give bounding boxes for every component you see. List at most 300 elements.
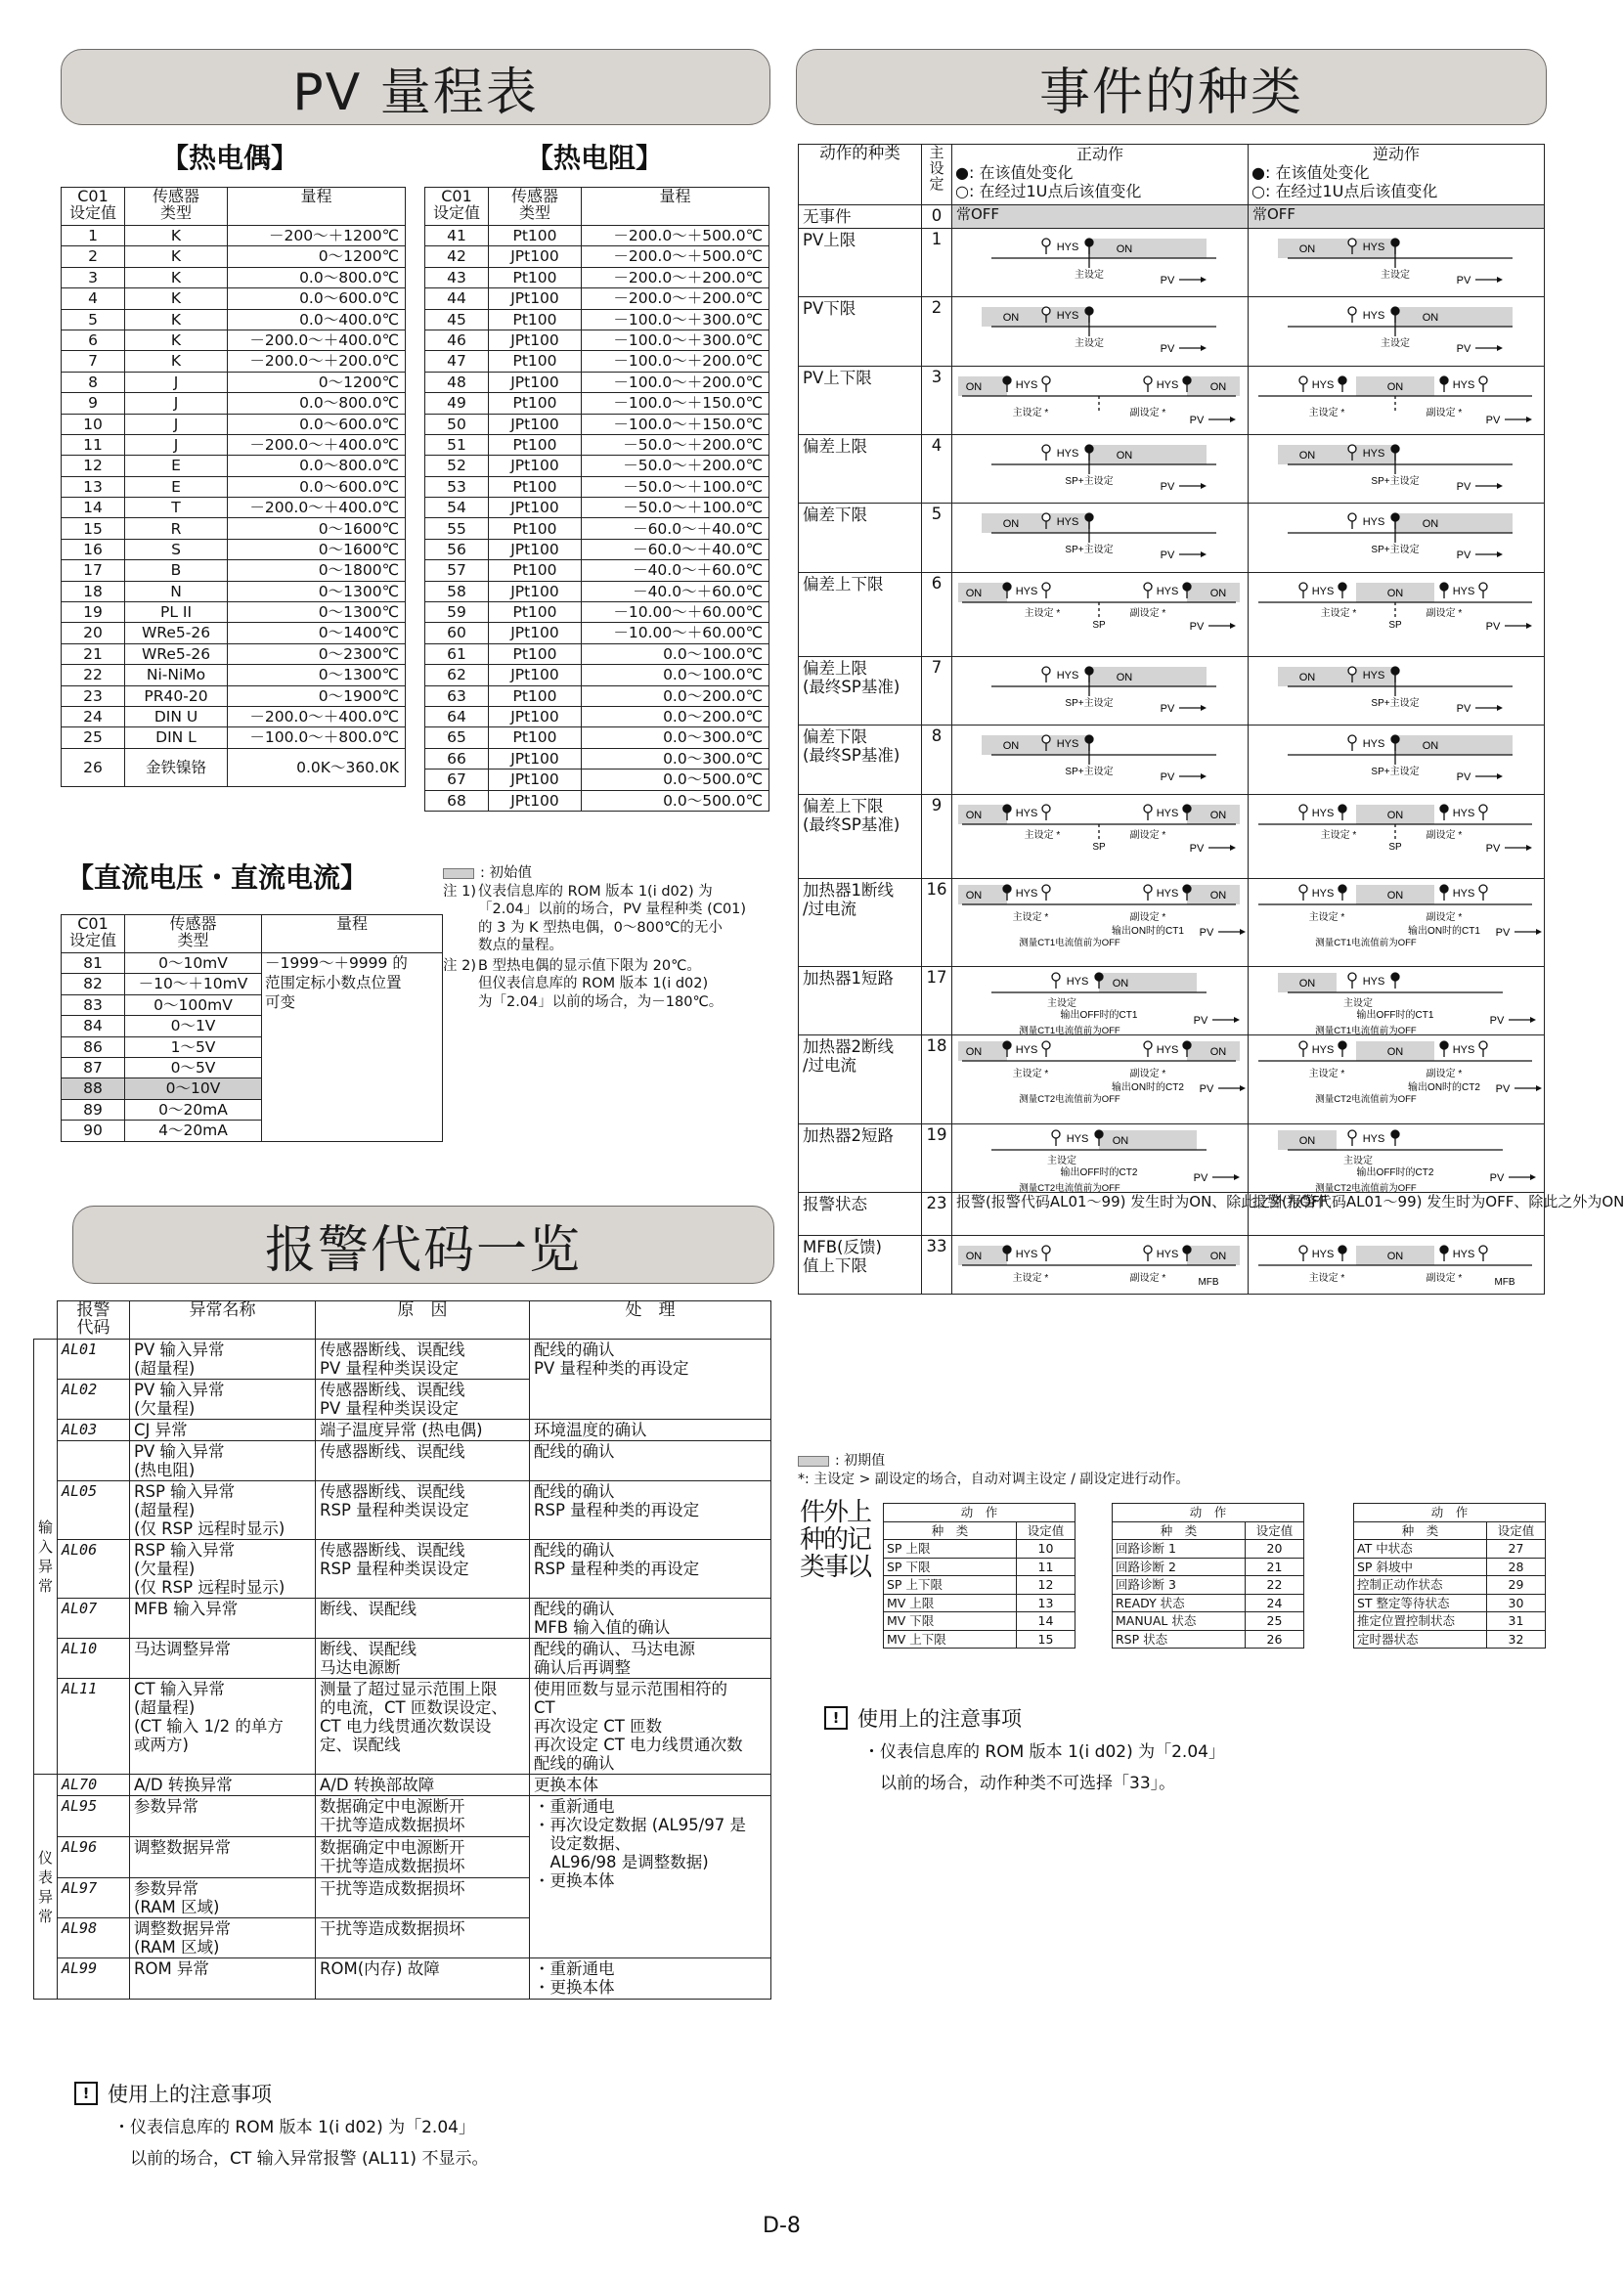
event-diagram — [1249, 657, 1542, 722]
sensor-type: K — [125, 351, 228, 372]
open-point — [1144, 1246, 1152, 1253]
table-row — [34, 1420, 771, 1441]
hys-label: HYS — [1015, 1249, 1038, 1261]
diagram-label: ON — [965, 889, 983, 902]
ext-title-char: 的 — [823, 1525, 850, 1555]
table-row — [62, 330, 406, 350]
event-heading: 事件的种类 — [796, 49, 1547, 125]
table-row — [425, 372, 769, 392]
setting-value: 44 — [425, 288, 489, 309]
pv-label: PV — [1456, 275, 1471, 286]
cause: A/D 转换部故障 — [316, 1775, 530, 1796]
forward-action-diagram — [952, 726, 1249, 794]
range-value: 0.0～500.0℃ — [582, 790, 769, 811]
event-diagram — [1249, 1124, 1542, 1194]
setpoint-label: SP+主设定 — [1371, 697, 1420, 709]
on-label: ON — [1298, 449, 1316, 462]
filled-point — [1391, 973, 1399, 981]
diagram-label: 副设定 * — [1129, 407, 1166, 418]
diagram-label: 主设定 * — [1024, 607, 1061, 619]
action: 更换本体 — [530, 1775, 771, 1796]
sensor-type: Pt100 — [489, 602, 582, 623]
setting-value: 19 — [62, 602, 125, 623]
forward-action-diagram — [952, 794, 1249, 878]
ext-event-kind: SP 上限 — [884, 1540, 1017, 1559]
action: 配线的确认 MFB 输入值的确认 — [530, 1599, 771, 1639]
event-diagram — [952, 967, 1246, 1037]
table-row — [425, 623, 769, 643]
ext-events-title-text — [800, 1498, 873, 1582]
table-row — [1113, 1558, 1304, 1576]
event-setting: 6 — [922, 572, 952, 656]
range-value: －200.0～＋500.0℃ — [582, 226, 769, 246]
ext-event-kind: 定时器状态 — [1354, 1630, 1487, 1649]
table-row — [62, 685, 406, 706]
action: 环境温度的确认 — [530, 1420, 771, 1441]
arrow-head — [1201, 345, 1207, 351]
table-row — [62, 434, 406, 455]
setpoint-label: SP+主设定 — [1371, 545, 1420, 556]
diagram-label: 主设定 * — [1012, 1273, 1049, 1285]
event-diagram — [1249, 795, 1542, 875]
sensor-type: Pt100 — [489, 267, 582, 287]
setpoint-label: SP+主设定 — [1065, 697, 1114, 709]
error-name: 调整数据异常 (RAM 区域) — [130, 1918, 316, 1958]
column-header: 处 理 — [530, 1301, 771, 1340]
table-row — [884, 1576, 1075, 1595]
hys-label: HYS — [1056, 242, 1079, 253]
error-name: PV 输入异常 (欠量程) — [130, 1380, 316, 1420]
pv-label: PV — [1160, 702, 1175, 715]
sensor-type: JPt100 — [489, 748, 582, 769]
diagram-label: 测量CT1电流值前为OFF — [1019, 937, 1120, 948]
thermocouple-table — [61, 187, 406, 787]
on-label: ON — [1298, 243, 1316, 255]
pv-range-heading: PV 量程表 — [61, 49, 770, 125]
setting-value: 54 — [425, 498, 489, 518]
forward-action-diagram — [952, 572, 1249, 656]
setpoint-label: SP+主设定 — [1371, 475, 1420, 487]
table-row — [425, 498, 769, 518]
setting-value: 65 — [425, 727, 489, 748]
filled-point — [1339, 805, 1346, 813]
setting-value: 82 — [62, 974, 125, 994]
cause: 传感器断线、误配线 — [316, 1441, 530, 1481]
ext-event-kind: 回路诊断 3 — [1113, 1576, 1246, 1595]
cause: ROM(内存) 故障 — [316, 1958, 530, 2000]
event-diagram — [1249, 967, 1542, 1037]
event-legend: : 初期值 *: 主设定 > 副设定的场合，自动对调主设定 / 副设定进行动作。 — [798, 1453, 1190, 1487]
range-value: 0～1300℃ — [228, 581, 406, 601]
sensor-type: K — [125, 226, 228, 246]
note-2: 注 2) B 型热电偶的显示值下限为 20℃。 但仪表信息库的 ROM 版本 1(i d02) 为「2.04」以前的场合，为－180℃。 — [443, 957, 724, 1010]
event-setting: 7 — [922, 656, 952, 725]
setting-value: 10 — [62, 414, 125, 434]
table-row — [34, 1796, 771, 1837]
arrow-head — [1230, 845, 1236, 851]
setting-value: 62 — [425, 665, 489, 685]
ext-event-kind: 控制正动作状态 — [1354, 1576, 1487, 1595]
ext-event-value: 31 — [1487, 1612, 1546, 1631]
table-row — [62, 309, 406, 330]
table-row — [884, 1612, 1075, 1631]
hys-label: HYS — [1156, 887, 1179, 900]
on-label: ON — [1422, 740, 1439, 753]
forward-action-diagram — [952, 366, 1249, 434]
table-row — [425, 476, 769, 497]
diagram-label: 输出OFF时的CT2 — [1060, 1166, 1138, 1178]
range-value: －50.0～＋200.0℃ — [582, 434, 769, 455]
sensor-type: R — [125, 518, 228, 539]
event-row — [799, 1035, 1545, 1123]
sensor-type: JPt100 — [489, 246, 582, 267]
alarm-caution-title: ! 使用上的注意事项 — [74, 2079, 272, 2108]
range-value: 0.0K～360.0K — [228, 748, 406, 786]
hys-label: HYS — [1015, 807, 1038, 819]
sensor-type: JPt100 — [489, 581, 582, 601]
table-row — [1354, 1558, 1546, 1576]
arrow-head — [1497, 773, 1503, 779]
setpoint-label: 主设定 — [1075, 270, 1104, 281]
on-zone — [1089, 239, 1207, 258]
error-name: ROM 异常 — [130, 1958, 316, 2000]
range-value: 0.0～800.0℃ — [228, 267, 406, 287]
diagram-label: 输出OFF时的CT2 — [1356, 1166, 1434, 1178]
on-label: ON — [1422, 312, 1439, 325]
forward-action: 常OFF — [952, 205, 1249, 229]
filled-point — [1003, 1246, 1011, 1253]
ext-event-value: 20 — [1246, 1540, 1304, 1559]
hys-label: HYS — [1362, 1132, 1385, 1145]
ext-event-kind: RSP 状态 — [1113, 1630, 1246, 1649]
setting-value: 17 — [62, 560, 125, 581]
setting-value: 13 — [62, 476, 125, 497]
diagram-label: SP — [1388, 841, 1402, 853]
event-name: 偏差下限 — [799, 504, 922, 572]
ext-events-title — [800, 1498, 873, 1646]
open-point — [1348, 239, 1356, 246]
sensor-type: B — [125, 560, 228, 581]
event-diagram — [952, 1035, 1246, 1120]
reverse-action-diagram — [1249, 504, 1545, 572]
sensor-type: JPt100 — [489, 623, 582, 643]
forward-action-diagram — [952, 297, 1249, 366]
range-value: －10.00～＋60.00℃ — [582, 602, 769, 623]
setting-value: 4 — [62, 288, 125, 309]
sensor-type: Pt100 — [489, 560, 582, 581]
diagram-label: ON — [965, 587, 983, 599]
ext-event-kind: READY 状态 — [1113, 1594, 1246, 1612]
open-point — [1348, 307, 1356, 315]
filled-point — [1339, 376, 1346, 384]
table-row — [425, 330, 769, 350]
setting-value: 63 — [425, 685, 489, 706]
event-name: PV下限 — [799, 297, 922, 366]
table-row — [1113, 1576, 1304, 1595]
event-caution-title: ! 使用上的注意事项 — [824, 1703, 1022, 1733]
event-name: 偏差上下限 — [799, 572, 922, 656]
setting-value: 61 — [425, 643, 489, 664]
ext-event-value: 24 — [1246, 1594, 1304, 1612]
cause: 数据确定中电源断开 干扰等造成数据损坏 — [316, 1796, 530, 1837]
error-name: RSP 输入异常 (欠量程) (仅 RSP 远程时显示) — [130, 1540, 316, 1599]
setpoint-label: 主设定 — [1381, 270, 1410, 281]
event-name: 无事件 — [799, 205, 922, 229]
action: 配线的确认 — [530, 1441, 771, 1481]
table-row — [34, 1639, 771, 1679]
event-row — [799, 205, 1545, 229]
range-value: 0～1300℃ — [228, 665, 406, 685]
event-name: 报警状态 — [799, 1193, 922, 1236]
range-value: －100.0～＋300.0℃ — [582, 309, 769, 330]
event-diagram — [952, 504, 1246, 568]
setting-value: 43 — [425, 267, 489, 287]
range-value: 0.0～400.0℃ — [228, 309, 406, 330]
reverse-action-diagram — [1249, 656, 1545, 725]
open-point — [1052, 973, 1060, 981]
column-header: C01 设定值 — [62, 188, 125, 226]
setting-value: 6 — [62, 330, 125, 350]
diagram-label: ON — [1386, 380, 1404, 393]
diagram-label: 副设定 * — [1129, 607, 1166, 619]
event-row — [799, 366, 1545, 434]
ext-head-value: 设定值 — [1017, 1521, 1075, 1540]
event-name: 加热器1短路 — [799, 967, 922, 1035]
filled-point — [1003, 376, 1011, 384]
table-row — [425, 518, 769, 539]
alarm-code: AL99 — [58, 1958, 130, 2000]
action: ・重新通电 ・再次设定数据 (AL95/97 是 设定数据、 AL96/98 是调整数据) ・更换本体 — [530, 1796, 771, 1958]
cause: 测量了超过显示范围上限 的电流，CT 匝数误设定、 CT 电力线贯通次数误设 定、误配线 — [316, 1679, 530, 1775]
arrow-head — [1536, 1085, 1542, 1091]
range-value: －1999～＋9999 的 范围定标小数点位置 可变 — [262, 953, 443, 1142]
hys-label: HYS — [1156, 585, 1179, 597]
open-point — [1144, 805, 1152, 813]
table-row — [425, 393, 769, 414]
diagram-label: MFB — [1198, 1277, 1219, 1289]
setting-value: 87 — [62, 1057, 125, 1078]
event-diagram — [1249, 297, 1542, 362]
open-point — [1042, 667, 1050, 675]
table-row — [884, 1630, 1075, 1649]
hys-label: HYS — [1056, 516, 1079, 529]
event-caution-body: ・仪表信息库的 ROM 版本 1(i d02) 为「2.04」 以前的场合，动作种类不可选择「33」。 — [863, 1742, 1225, 1793]
ext-title-column — [847, 1498, 873, 1582]
setting-value: 1 — [62, 226, 125, 246]
table-row — [1354, 1612, 1546, 1631]
event-diagram — [1249, 229, 1542, 293]
cause: 端子温度异常 (热电偶) — [316, 1420, 530, 1441]
arrow-head — [1497, 551, 1503, 557]
diagram-label: SP — [1388, 619, 1402, 631]
ext-event-value: 26 — [1246, 1630, 1304, 1649]
forward-action-diagram — [952, 967, 1249, 1035]
hys-label: HYS — [1362, 516, 1385, 529]
table-row — [62, 351, 406, 372]
table-row — [425, 246, 769, 267]
on-label: ON — [1002, 312, 1020, 325]
diagram-label: 测量CT1电流值前为OFF — [1315, 937, 1417, 948]
setting-value: 50 — [425, 414, 489, 434]
hys-label: HYS — [1311, 585, 1335, 597]
pv-label: PV — [1489, 1171, 1505, 1184]
hys-label: HYS — [1156, 1249, 1179, 1261]
diagram-label: 主设定 * — [1012, 1069, 1049, 1080]
open-point — [1144, 583, 1152, 591]
sensor-type: Pt100 — [489, 226, 582, 246]
table-row — [425, 434, 769, 455]
hys-label: HYS — [1362, 447, 1385, 460]
table-row — [62, 623, 406, 643]
pv-label: PV — [1160, 480, 1175, 493]
event-setting: 18 — [922, 1035, 952, 1123]
open-point — [1299, 1246, 1307, 1253]
diagram-label: ON — [1209, 1251, 1227, 1263]
open-point — [1348, 667, 1356, 675]
on-label: ON — [1002, 740, 1020, 753]
table-row — [425, 226, 769, 246]
pv-label: PV — [1189, 414, 1205, 426]
sensor-type: JPt100 — [489, 539, 582, 559]
hys-label: HYS — [1056, 310, 1079, 323]
event-diagram — [1249, 1035, 1542, 1120]
on-label: ON — [1116, 671, 1133, 683]
filled-point — [1183, 583, 1191, 591]
table-row — [1113, 1540, 1304, 1559]
diagram-label: 主设定 — [1047, 1155, 1076, 1166]
alarm-code: AL11 — [58, 1679, 130, 1775]
open-point — [1299, 376, 1307, 384]
event-setting: 3 — [922, 366, 952, 434]
sensor-type: Pt100 — [489, 518, 582, 539]
dc-table — [61, 914, 443, 1142]
forward-action-diagram — [952, 504, 1249, 572]
sensor-type: －10～＋10mV — [125, 974, 262, 994]
action: 使用匝数与显示范围相符的 CT 再次设定 CT 匝数 再次设定 CT 电力线贯通次数 配线的确认 — [530, 1679, 771, 1775]
table-row — [34, 1540, 771, 1599]
table-row — [62, 602, 406, 623]
ext-event-kind: 回路诊断 1 — [1113, 1540, 1246, 1559]
setting-value: 49 — [425, 393, 489, 414]
event-diagram — [1249, 573, 1542, 653]
group-instrument-error: 仪 表 异 常 — [34, 1775, 58, 2000]
event-diagram — [952, 1124, 1246, 1194]
caution-icon: ! — [74, 2082, 98, 2105]
sensor-type: Pt100 — [489, 393, 582, 414]
setting-value: 7 — [62, 351, 125, 372]
setting-value: 24 — [62, 706, 125, 726]
setting-value: 14 — [62, 498, 125, 518]
reverse-action: 报警(报警代码AL01～99) 发生时为OFF、除此之外为ON — [1249, 1193, 1545, 1236]
event-diagram — [952, 435, 1246, 500]
diagram-label: 副设定 * — [1129, 911, 1166, 923]
rtd-title: 【热电阻】 — [526, 142, 664, 174]
error-name: CT 输入异常 (超量程) (CT 输入 1/2 的单方 或两方) — [130, 1679, 316, 1775]
hys-label: HYS — [1311, 807, 1335, 819]
table-row — [34, 1340, 771, 1380]
event-row — [799, 878, 1545, 966]
arrow-head — [1201, 277, 1207, 283]
table-row — [425, 665, 769, 685]
column-header: C01 设定值 — [62, 915, 125, 953]
diagram-label: 主设定 * — [1308, 911, 1345, 923]
table-row — [425, 309, 769, 330]
table-row — [62, 288, 406, 309]
event-name: PV上下限 — [799, 366, 922, 434]
hys-label: HYS — [1362, 310, 1385, 323]
filled-point — [1339, 885, 1346, 893]
open-point — [1479, 583, 1487, 591]
setting-value: 60 — [425, 623, 489, 643]
setting-value: 42 — [425, 246, 489, 267]
event-diagram — [952, 573, 1246, 653]
setting-value: 46 — [425, 330, 489, 350]
table-row — [62, 393, 406, 414]
arrow-head — [1230, 417, 1236, 422]
open-point — [1042, 583, 1050, 591]
ext-event-value: 27 — [1487, 1540, 1546, 1559]
filled-point — [1183, 1246, 1191, 1253]
reverse-action-diagram — [1249, 229, 1545, 297]
event-name: 偏差上下限 (最终SP基准) — [799, 794, 922, 878]
alarm-code: AL70 — [58, 1775, 130, 1796]
hys-label: HYS — [1156, 1044, 1179, 1057]
on-label: ON — [1116, 449, 1133, 462]
range-value: 0～1600℃ — [228, 518, 406, 539]
table-row — [34, 1958, 771, 2000]
hys-label: HYS — [1362, 242, 1385, 253]
setting-value: 90 — [62, 1121, 125, 1141]
thermocouple-title: 【热电偶】 — [161, 142, 299, 174]
event-diagram — [952, 879, 1246, 963]
alarm-code: AL96 — [58, 1837, 130, 1878]
alarm-code: AL02 — [58, 1380, 130, 1420]
table-row — [1354, 1594, 1546, 1612]
ev-head-forward: 正动作 ●: 在该值处变化 ○: 在经过1U点后该值变化 — [952, 145, 1249, 205]
arrow-head — [1530, 1174, 1536, 1180]
event-diagram — [952, 229, 1246, 293]
diagram-label: 副设定 * — [1426, 911, 1463, 923]
diagram-label: 主设定 — [1343, 998, 1373, 1010]
event-diagram — [952, 657, 1246, 722]
diagram-label: 主设定 — [1343, 1155, 1373, 1166]
range-value: 0.0～800.0℃ — [228, 393, 406, 414]
table-row — [62, 226, 406, 246]
table-row — [884, 1594, 1075, 1612]
diagram-label: ON — [1209, 380, 1227, 393]
arrow-head — [1201, 705, 1207, 711]
alarm-heading: 报警代码一览 — [72, 1206, 774, 1284]
open-point — [1348, 445, 1356, 453]
range-value: 0～2300℃ — [228, 643, 406, 664]
action: 配线的确认 PV 量程种类的再设定 — [530, 1340, 771, 1420]
table-row — [62, 476, 406, 497]
ext-title-column — [800, 1498, 826, 1582]
event-row — [799, 967, 1545, 1035]
ext-event-value: 11 — [1017, 1558, 1075, 1576]
ext-event-value: 25 — [1246, 1612, 1304, 1631]
setting-value: 64 — [425, 706, 489, 726]
range-value: －40.0～＋60.0℃ — [582, 560, 769, 581]
range-value: 0～1800℃ — [228, 560, 406, 581]
diagram-label: ON — [1112, 1134, 1129, 1147]
forward-action-diagram — [952, 1236, 1249, 1295]
arrow-head — [1497, 483, 1503, 489]
setting-value: 83 — [62, 994, 125, 1015]
open-point — [1479, 376, 1487, 384]
range-value: 0.0～100.0℃ — [582, 643, 769, 664]
diagram-label: 输出ON时的CT2 — [1408, 1082, 1480, 1094]
